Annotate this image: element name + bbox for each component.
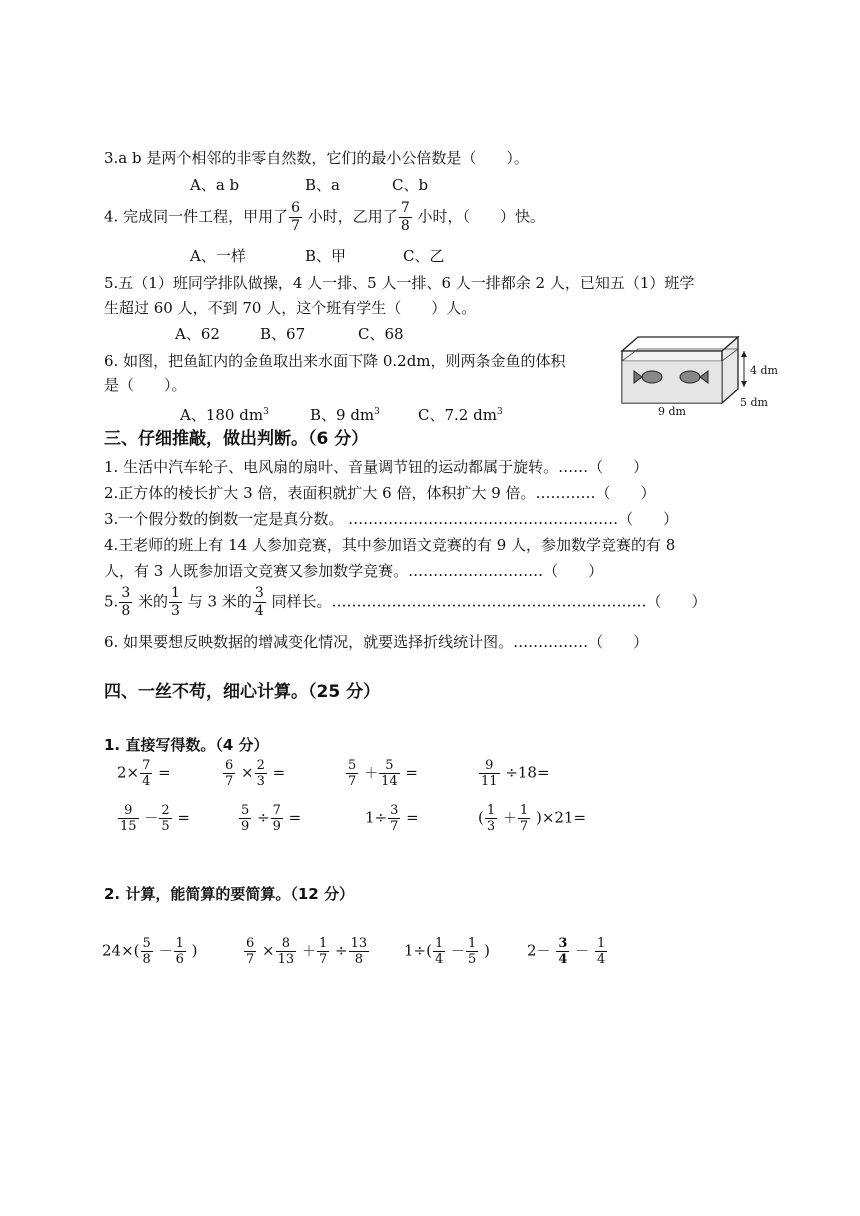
q4-option-a: A、一样 bbox=[190, 247, 246, 265]
q5-option-c: C、68 bbox=[358, 325, 404, 343]
j5-f1-num: 3 bbox=[121, 585, 131, 601]
calc-1-3: $\frac{5}{7}$ ＋ $\frac{5}{14}$ = bbox=[348, 758, 418, 789]
fig-length-label: 9 dm bbox=[658, 405, 686, 418]
j5-fraction-1 bbox=[119, 585, 132, 620]
q5-option-a: A、62 bbox=[175, 325, 220, 343]
section-3-title: 三、仔细推敲，做出判断。（6 分） bbox=[104, 429, 369, 449]
judge-2: 2.正方体的棱长扩大 3 倍，表面积就扩大 6 倍，体积扩大 9 倍。…………（ ） bbox=[104, 484, 656, 502]
judge-6: 6. 如果要想反映数据的增减变化情况，就要选择折线统计图。……………（ ） bbox=[104, 633, 649, 651]
calc-2-4: ( $\frac{1}{3}$ ＋ $\frac{1}{7}$ )×21= bbox=[478, 803, 587, 834]
j5-f2-num: 1 bbox=[171, 585, 180, 601]
q4-mid: 小时，乙用了 bbox=[307, 207, 398, 226]
q4-option-c: C、乙 bbox=[403, 247, 445, 265]
j5-post: 同样长。………………………………………………………（ ） bbox=[271, 592, 707, 611]
j5-pre: 5. bbox=[104, 592, 119, 611]
q6-opt-b-sup: 3 bbox=[374, 407, 380, 417]
question-5-line-1: 5.五（1）班同学排队做操，4 人一排、5 人一排、6 人一排都余 2 人，已知五（1）班学 bbox=[104, 274, 695, 292]
calc-2-1: $\frac{9}{15}$ － $\frac{2}{5}$ = bbox=[120, 803, 190, 834]
question-5-line-2: 生超过 60 人，不到 70 人，这个班有学生（ ）人。 bbox=[104, 299, 477, 317]
q4-f2-num: 7 bbox=[400, 200, 410, 216]
q4-pre: 4. 完成同一件工程，甲用了 bbox=[104, 207, 289, 226]
subsection-2-title: 2. 计算，能简算的要简算。（12 分） bbox=[104, 885, 354, 903]
question-6-line-2: 是（ ）。 bbox=[104, 376, 187, 394]
j5-f2-den: 3 bbox=[171, 603, 180, 619]
simplify-4: 2－ $\frac{3}{4}$ － $\frac{1}{4}$ bbox=[527, 936, 606, 967]
q3-option-b: B、a bbox=[305, 176, 340, 194]
simplify-2: $\frac{6}{7}$ × $\frac{8}{13}$ ＋ $\frac{1}{7}$ ÷ $\frac{13}{8}$ bbox=[246, 936, 368, 967]
q6-option-b bbox=[310, 402, 380, 425]
q4-fraction-1 bbox=[289, 200, 302, 235]
calc-1-1: 2× $\frac{7}{4}$ = bbox=[117, 758, 171, 789]
question-4 bbox=[104, 200, 545, 235]
q6-option-c bbox=[418, 402, 503, 425]
q4-f1-den: 7 bbox=[291, 218, 301, 234]
fig-height-label: 4 dm bbox=[750, 364, 778, 377]
fig-width-label: 5 dm bbox=[740, 396, 768, 409]
judge-4-line-1: 4.王老师的班上有 14 人参加竞赛，其中参加语文竞赛的有 9 人，参加数学竞赛的有 8 bbox=[104, 536, 676, 554]
j5-fraction-3 bbox=[253, 585, 266, 620]
judge-1: 1. 生活中汽车轮子、电风扇的扇叶、音量调节钮的运动都属于旋转。……（ ） bbox=[104, 458, 649, 476]
j5-f3-den: 4 bbox=[254, 603, 264, 619]
q6-opt-b-text: B、9 dm bbox=[310, 406, 375, 424]
j5-f1-den: 8 bbox=[121, 603, 131, 619]
judge-4-line-2: 人，有 3 人既参加语文竞赛又参加数学竞赛。………………………（ ） bbox=[104, 562, 604, 580]
judge-3: 3.一个假分数的倒数一定是真分数。 ………………………………………………（ ） bbox=[104, 510, 679, 528]
calc-2-3: 1÷ $\frac{3}{7}$ = bbox=[365, 803, 419, 834]
q4-fraction-2 bbox=[399, 200, 412, 235]
calc-2-2: $\frac{5}{9}$ ÷ $\frac{7}{9}$ = bbox=[241, 803, 302, 834]
calc-1-4: $\frac{9}{11}$ ÷18= bbox=[481, 758, 550, 789]
j5-f3-num: 3 bbox=[254, 585, 264, 601]
q6-opt-c-text: C、7.2 dm bbox=[418, 406, 497, 424]
q4-post: 小时，（ ）快。 bbox=[417, 207, 546, 226]
q6-option-a bbox=[180, 402, 269, 425]
q4-option-b: B、甲 bbox=[305, 247, 347, 265]
q3-option-c: C、b bbox=[392, 176, 429, 194]
question-3-text: 3.a b 是两个相邻的非零自然数，它们的最小公倍数是（ ）。 bbox=[104, 149, 529, 167]
q3-option-a: A、a b bbox=[190, 176, 240, 194]
q5-option-b: B、67 bbox=[260, 325, 306, 343]
q6-opt-a-text: A、180 dm bbox=[180, 406, 264, 424]
q4-f1-num: 6 bbox=[291, 200, 301, 216]
simplify-1: 24×( $\frac{5}{8}$ － $\frac{1}{6}$ ) bbox=[102, 936, 198, 967]
j5-mid-2: 与 3 米的 bbox=[187, 592, 252, 611]
judge-5 bbox=[104, 585, 707, 620]
j5-fraction-2 bbox=[169, 585, 182, 620]
subsection-1-title: 1. 直接写得数。（4 分） bbox=[104, 736, 269, 754]
simplify-3: 1÷( $\frac{1}{4}$ － $\frac{1}{5}$ ) bbox=[404, 936, 490, 967]
j5-mid-1: 米的 bbox=[138, 592, 169, 611]
calc-1-2: $\frac{6}{7}$ × $\frac{2}{3}$ = bbox=[225, 758, 286, 789]
q6-opt-c-sup: 3 bbox=[496, 407, 503, 417]
section-4-title: 四、一丝不苟，细心计算。（25 分） bbox=[104, 682, 381, 702]
q4-f2-den: 8 bbox=[400, 218, 410, 234]
question-6-line-1: 6. 如图，把鱼缸内的金鱼取出来水面下降 0.2dm，则两条金鱼的体积 bbox=[104, 352, 566, 370]
q6-opt-a-sup: 3 bbox=[263, 407, 269, 417]
